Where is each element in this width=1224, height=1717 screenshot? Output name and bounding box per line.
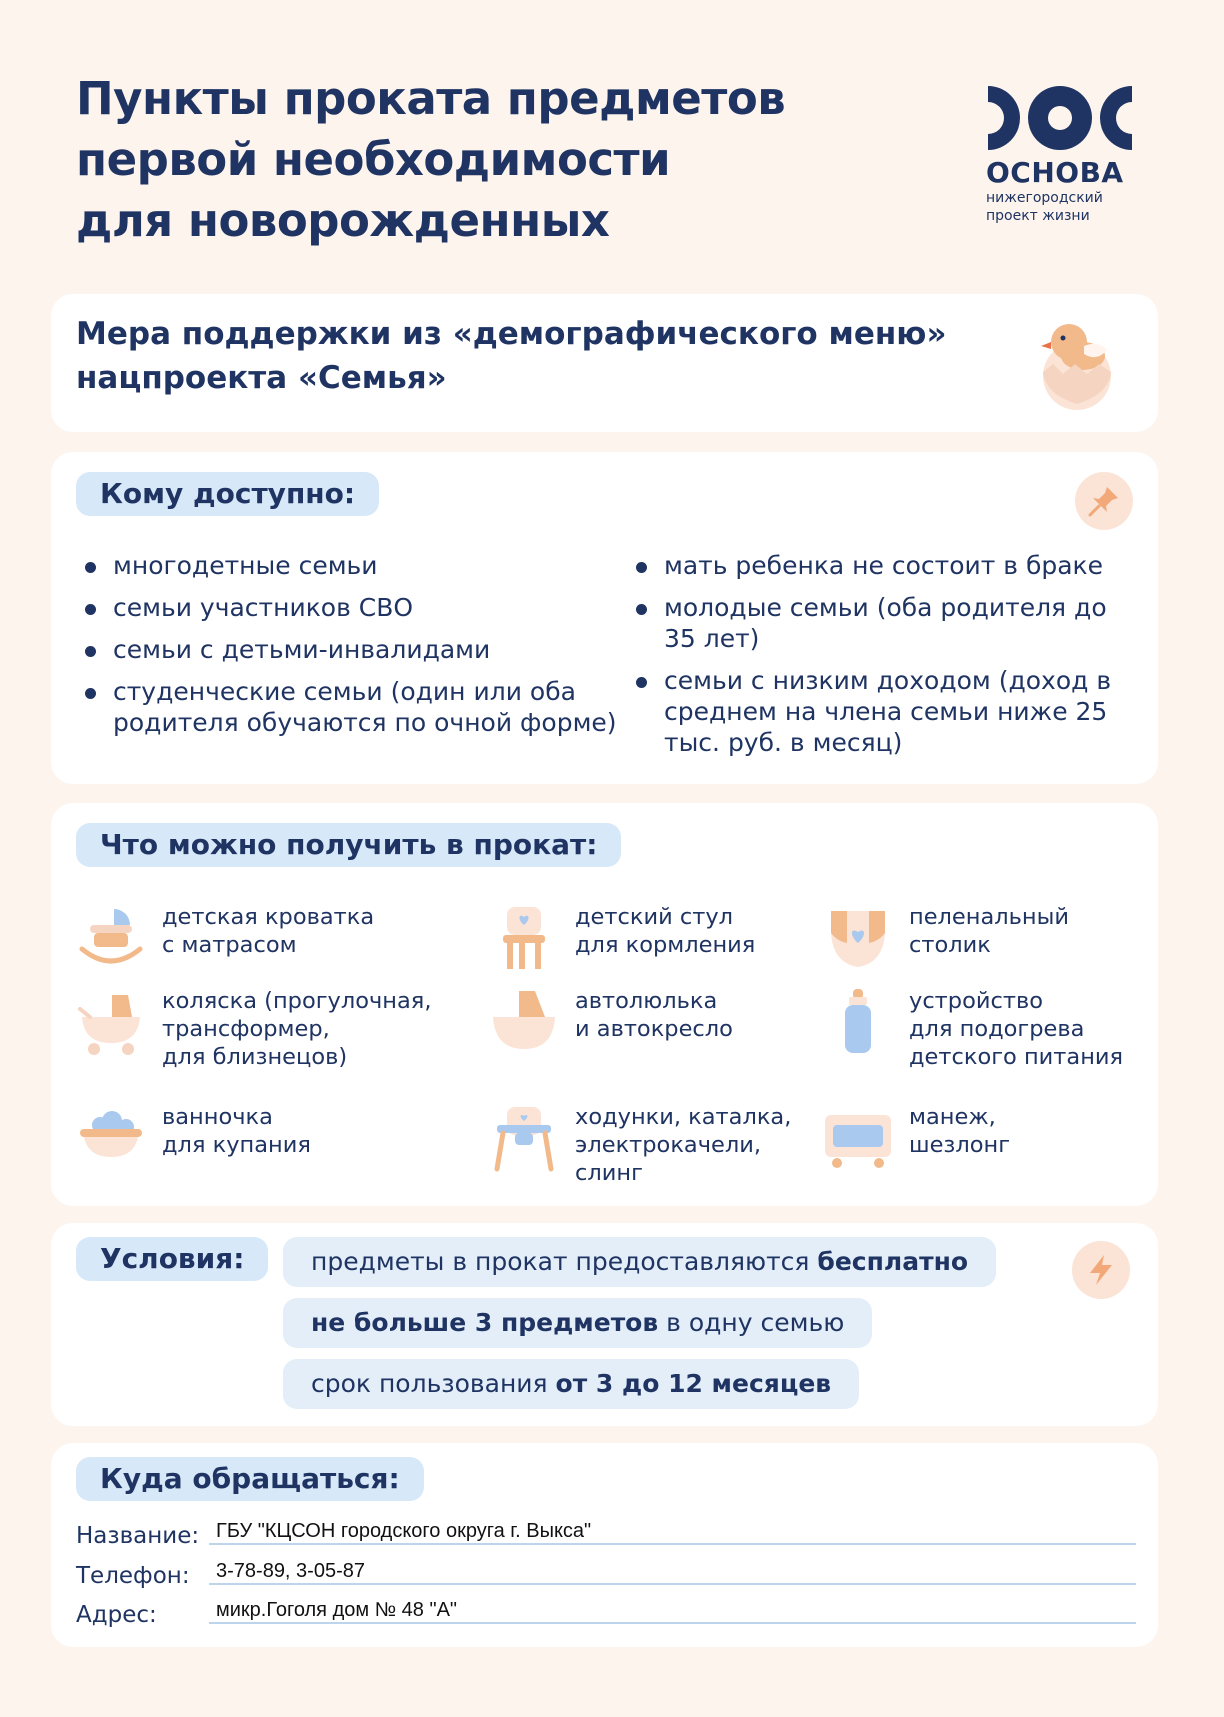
rental-item-label: ванночка для купания — [162, 1104, 311, 1158]
condition-emphasis: не больше 3 предметов — [311, 1308, 659, 1337]
support-text — [76, 312, 976, 400]
contact-phone-value: 3-78-89, 3-05-87 — [216, 1560, 365, 1582]
condition-text: срок пользования — [311, 1369, 556, 1398]
rental-item-label: устройство для подогрева детского питания — [909, 988, 1124, 1070]
walker-icon — [489, 1103, 559, 1173]
stroller-icon — [76, 987, 146, 1057]
contact-name-label: Название: — [76, 1523, 200, 1549]
contact-phone-row — [76, 1553, 1136, 1589]
rental-item-label: автолюлька и автокресло — [575, 988, 733, 1042]
rental-items-card — [51, 803, 1158, 1206]
condition-text: в одну семью — [658, 1308, 845, 1337]
list-item: студенческие семьи (один или оба родителя обучаются по очной форме) — [80, 676, 670, 738]
eligibility-list-left — [80, 550, 670, 749]
lightning-icon — [1086, 1253, 1116, 1287]
rental-item-label: детская кроватка с матрасом — [162, 904, 375, 958]
contact-name-value: ГБУ "КЦСОН городского округа г. Выкса" — [216, 1520, 592, 1542]
pin-badge — [1075, 472, 1133, 530]
condition-free — [283, 1237, 996, 1287]
logo-name: ОСНОВА — [986, 156, 1124, 189]
playpen-icon — [823, 1103, 893, 1173]
feeding-chair-icon — [489, 903, 559, 973]
condition-emphasis: бесплатно — [817, 1247, 969, 1276]
conditions-card — [51, 1223, 1158, 1426]
rental-item-label: ходунки, каталка, электрокачели, слинг — [575, 1104, 792, 1186]
eligibility-card — [51, 452, 1158, 784]
title-line-3: для новорожденных — [76, 194, 610, 247]
contact-address-value: микр.Гоголя дом № 48 "А" — [216, 1599, 458, 1621]
list-item: молодые семьи (оба родителя до 35 лет) — [631, 592, 1121, 654]
hatching-chick-icon — [1029, 314, 1125, 410]
contact-address-row — [76, 1592, 1136, 1628]
support-line-1: Мера поддержки из «демографического меню» — [76, 316, 947, 352]
support-line-2: нацпроекта «Семья» — [76, 360, 447, 396]
cradle-icon — [76, 903, 146, 973]
conditions-heading: Условия: — [76, 1237, 268, 1281]
car-seat-icon — [489, 987, 559, 1057]
support-card — [51, 294, 1158, 432]
list-item: семьи с низким доходом (доход в среднем на члена семьи ниже 25 тыс. руб. в месяц) — [631, 665, 1121, 758]
page-title — [76, 68, 876, 251]
underline — [209, 1543, 1136, 1545]
logo-mark-icon — [986, 84, 1134, 152]
contact-name-row — [76, 1513, 1136, 1549]
contact-phone-label: Телефон: — [76, 1563, 190, 1589]
title-line-1: Пункты проката предметов — [76, 72, 786, 125]
eligibility-list-right — [631, 550, 1121, 769]
list-item: многодетные семьи — [80, 550, 670, 581]
changing-table-icon — [823, 903, 893, 973]
underline — [209, 1622, 1136, 1624]
title-line-2: первой необходимости — [76, 133, 671, 186]
osnova-logo — [986, 84, 1156, 225]
contacts-heading: Куда обращаться: — [76, 1457, 424, 1501]
list-item: мать ребенка не состоит в браке — [631, 550, 1121, 581]
condition-duration — [283, 1359, 859, 1409]
rental-item-label: коляска (прогулочная, трансформер, для близнецов) — [162, 988, 432, 1070]
bottle-warmer-icon — [823, 987, 893, 1057]
contact-address-label: Адрес: — [76, 1602, 157, 1628]
condition-limit — [283, 1298, 872, 1348]
bathtub-icon — [76, 1103, 146, 1173]
rental-item-label: пеленальный столик — [909, 904, 1070, 958]
contacts-card — [51, 1443, 1158, 1647]
condition-emphasis: от 3 до 12 месяцев — [555, 1369, 832, 1398]
rental-heading: Что можно получить в прокат: — [76, 823, 621, 867]
logo-subtitle-2: проект жизни — [986, 208, 1090, 224]
rental-item-label: детский стул для кормления — [575, 904, 756, 958]
underline — [209, 1583, 1136, 1585]
eligibility-heading: Кому доступно: — [76, 472, 379, 516]
list-item: семьи с детьми-инвалидами — [80, 634, 670, 665]
list-item: семьи участников СВО — [80, 592, 670, 623]
pushpin-icon — [1087, 484, 1121, 518]
logo-subtitle-1: нижегородский — [986, 190, 1103, 206]
lightning-badge — [1072, 1241, 1130, 1299]
condition-text: предметы в прокат предоставляются — [311, 1247, 818, 1276]
rental-item-label: манеж, шезлонг — [909, 1104, 1011, 1158]
